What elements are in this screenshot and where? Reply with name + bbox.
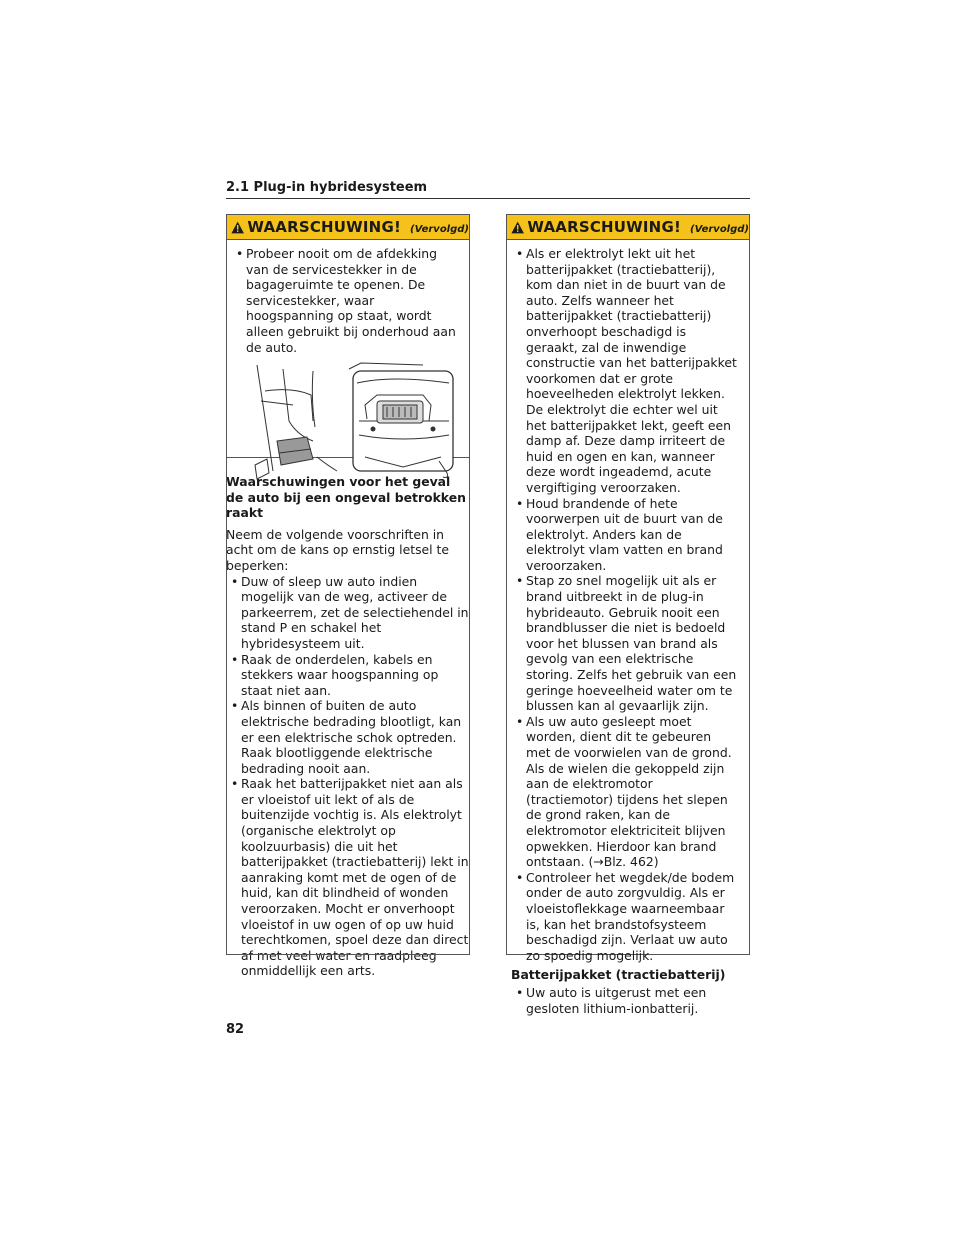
warning-box-header — [507, 215, 749, 240]
list-item: • Stap zo snel mogelijk uit als er brand uitbreekt in de plug-in hybrideauto. Gebruik nooit een brandblusser die niet is bedoeld voor het blussen van brand als gevolg van een elektrische storing. Zelfs het gebruik van een geringe hoeveelheid water om te blussen kan al gevaarlijk zijn. — [511, 573, 739, 713]
list-item: • Duw of sleep uw auto indien mogelijk van de weg, activeer de parkeerrem, zet de selectiehendel in stand P en schakel het hybridesysteem uit. — [226, 574, 470, 652]
warning-box-header — [227, 215, 469, 240]
list-item: • Houd brandende of hete voorwerpen uit de buurt van de elektrolyt. Anders kan de elektrolyt vlam vatten en brand veroorzaken. — [511, 496, 739, 574]
warning-title: WAARSCHUWING! — [527, 218, 681, 236]
left-column-frame — [226, 458, 470, 955]
warning-content — [227, 240, 469, 489]
section-header: 2.1 Plug-in hybridesysteem — [226, 181, 750, 199]
page-number: 82 — [226, 1022, 245, 1037]
list-item: • Raak de onderdelen, kabels en stekkers waar hoogspanning op staat niet aan. — [226, 652, 470, 699]
list-item: • Als er elektrolyt lekt uit het batterijpakket (tractiebatterij), kom dan niet in de buurt van de auto. Zelfs wanneer het batterijpakket (tractiebatterij) onverhoopt beschadigd is geraakt, zal de inwendige constructie van het batterijpakket voorkomen dat er grote hoeveelheden elektrolyt lekken. De elektrolyt die echter wel uit het batterijpakket lekt, geeft een damp af. Deze damp irriteert de huid en ogen en kan, wanneer deze wordt ingeademd, acute vergiftiging veroorzaken. — [511, 246, 739, 496]
list-item: • Als uw auto gesleept moet worden, dient dit te gebeuren met de voorwielen van de grond. Als de wielen die gekoppeld zijn aan de elektromotor (tractiemotor) tijdens het slepen de grond raken, kan de elektromotor elektriciteit blijven opwekken. Hierdoor kan brand ontstaan. (→Blz. 462) — [511, 714, 739, 870]
warning-box-right — [506, 214, 750, 1016]
section-subheading: Waarschuwingen voor het geval de auto bij een ongeval betrokken raakt — [226, 474, 466, 521]
intro-paragraph: Neem de volgende voorschriften in acht om de kans op ernstig letsel te beperken: — [226, 526, 450, 573]
warning-box-left — [226, 214, 470, 458]
list-item: • Probeer nooit om de afdekking van de servicestekker in de bagageruimte te openen. De servicestekker, waar hoogspanning op staat, wordt alleen gebruikt bij onderhoud aan de auto. — [231, 246, 459, 355]
section-subheading: Batterijpakket (tractiebatterij) — [511, 967, 726, 983]
warning-subtitle: (Vervolgd) — [410, 223, 469, 235]
warning-triangle-icon — [511, 220, 524, 235]
list-item: • Controleer het wegdek/de bodem onder de auto zorgvuldig. Als er vloeistoflekkage waarneembaar is, kan het brandstofsysteem beschadigd zijn. Verlaat uw auto zo spoedig mogelijk. — [511, 870, 739, 964]
warning-subtitle: (Vervolgd) — [690, 223, 749, 235]
list-item: • Uw auto is uitgerust met een gesloten lithium-ionbatterij. — [511, 985, 739, 1016]
list-item: • Raak het batterijpakket niet aan als er vloeistof uit lekt of als de buitenzijde vochtig is. Als elektrolyt (organische elektrolyt op koolzuurbasis) die uit het batterijpakket (tractiebatterij) lekt in aanraking komt met de ogen of de huid, kan dit blindheid of wonden veroorzaken. Mocht er onverhoopt vloeistof in uw ogen of op uw huid terechtkomen, spoel deze dan direct af met veel water en raadpleeg onmiddellijk een arts. — [226, 776, 470, 979]
list-item: • Als binnen of buiten de auto elektrische bedrading blootligt, kan er een elektrische schok optreden. Raak blootliggende elektrische bedrading nooit aan. — [226, 698, 470, 776]
warning-triangle-icon — [231, 220, 244, 235]
warning-title: WAARSCHUWING! — [247, 218, 401, 236]
warning-content — [507, 240, 749, 1016]
